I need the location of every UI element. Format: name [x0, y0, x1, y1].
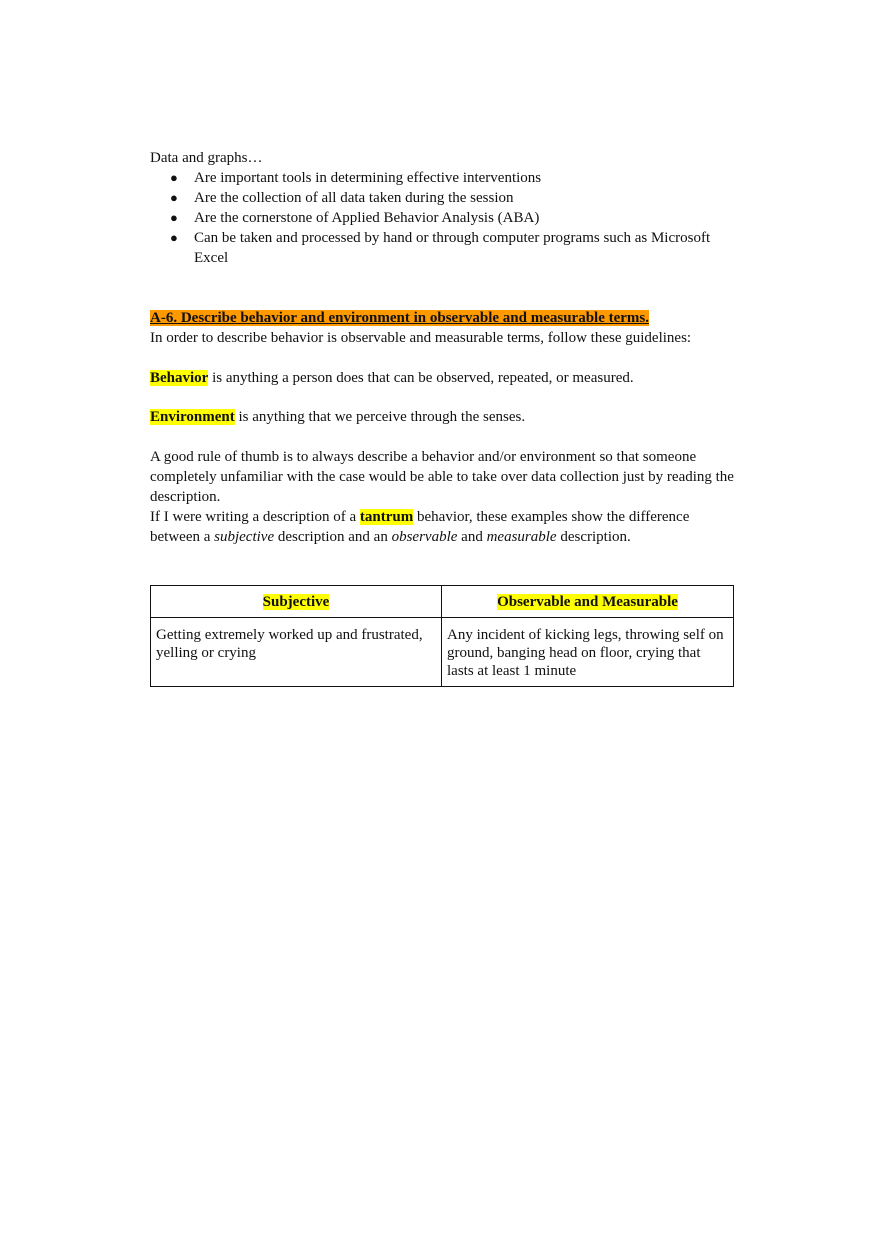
- subjective-cell: Getting extremely worked up and frustrated, yelling or crying: [151, 618, 442, 687]
- subjective-word: subjective: [214, 529, 275, 545]
- comparison-table: [150, 585, 734, 687]
- section-heading-wrap: [150, 308, 735, 328]
- bullet-list: [150, 168, 735, 268]
- tantrum-text-2: behavior, these examples show the difference between a: [150, 509, 690, 545]
- list-item: [170, 208, 735, 228]
- behavior-definition: [150, 368, 735, 388]
- measurable-word: measurable: [486, 529, 557, 545]
- observable-cell: Any incident of kicking legs, throwing self on ground, banging head on floor, crying that lasts at least 1 minute: [442, 618, 734, 687]
- environment-term: Environment: [150, 409, 235, 425]
- intro-text: Data and graphs…: [150, 150, 263, 166]
- environment-definition-text: is anything that we perceive through the senses.: [234, 409, 526, 425]
- bullet-text: Are important tools in determining effective interventions: [194, 170, 542, 186]
- behavior-definition-text: is anything a person does that can be observed, repeated, or measured.: [208, 370, 634, 386]
- section-heading: A-6. Describe behavior and environment in observable and measurable terms.: [150, 310, 650, 326]
- header-subjective-label: Subjective: [262, 594, 330, 610]
- header-subjective: [151, 586, 442, 618]
- tantrum-text-5: description.: [556, 529, 631, 545]
- list-item: [170, 188, 735, 208]
- tantrum-text-1: If I were writing a description of a: [150, 509, 360, 525]
- tantrum-text-4: and: [457, 529, 487, 545]
- table-header-row: [151, 586, 734, 618]
- list-item: [170, 228, 735, 268]
- tantrum-term: tantrum: [359, 509, 414, 525]
- header-observable-measurable: [442, 586, 734, 618]
- bullet-icon: ●: [170, 210, 178, 225]
- bullet-icon: ●: [170, 170, 178, 185]
- observable-word: observable: [391, 529, 458, 545]
- behavior-term: Behavior: [150, 370, 209, 386]
- guidelines-text: In order to describe behavior is observable and measurable terms, follow these guidelines:: [150, 330, 692, 346]
- tantrum-paragraph: [150, 507, 735, 547]
- list-item: [170, 168, 735, 188]
- table-row: [151, 618, 734, 687]
- environment-definition: [150, 407, 735, 427]
- rule-of-thumb-text: A good rule of thumb is to always describe a behavior and/or environment so that someone completely unfamiliar with the case would be able to take over data collection just by reading the description.: [150, 449, 734, 505]
- header-observable-label: Observable and Measurable: [497, 594, 678, 610]
- tantrum-text-3: description and an: [274, 529, 392, 545]
- bullet-icon: ●: [170, 230, 178, 245]
- document-page: [150, 148, 735, 687]
- bullet-icon: ●: [170, 190, 178, 205]
- bullet-text: Are the collection of all data taken during the session: [194, 190, 514, 206]
- bullet-text: Can be taken and processed by hand or through computer programs such as Microsoft Excel: [194, 230, 711, 266]
- bullet-text: Are the cornerstone of Applied Behavior Analysis (ABA): [194, 210, 540, 226]
